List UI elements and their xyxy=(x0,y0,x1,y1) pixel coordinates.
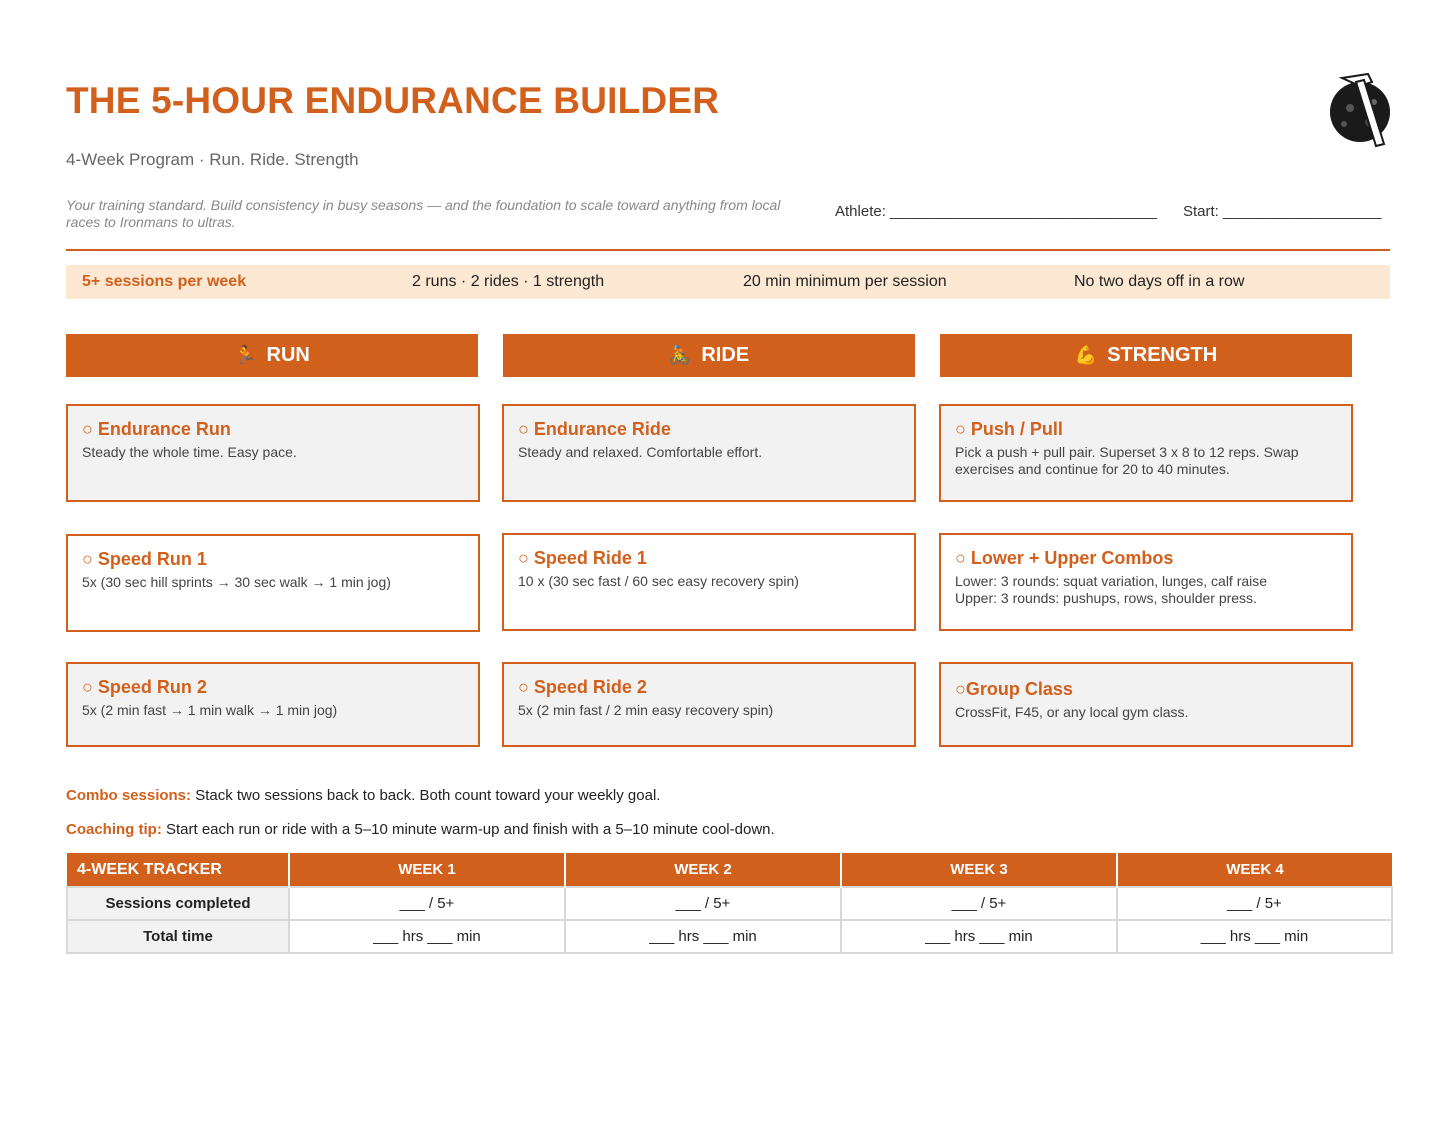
card-description: 5x (30 sec hill sprints → 30 sec walk → 1 min jog) xyxy=(82,574,391,590)
rule-mix: 2 runs · 2 rides · 1 strength xyxy=(412,273,605,290)
sessions-week-3-cell[interactable]: ___ / 5+ xyxy=(841,887,1117,920)
page-title: THE 5-HOUR ENDURANCE BUILDER xyxy=(66,80,720,121)
card-title: ○ Speed Run 2 xyxy=(82,677,207,697)
time-week-3-cell[interactable]: ___ hrs ___ min xyxy=(841,920,1117,953)
card-title: ○ Lower + Upper Combos xyxy=(955,548,1174,568)
tagline: Your training standard. Build consistency in busy seasons — and the foundation to scale toward anything from local races to Ironmans to ultras. xyxy=(66,197,781,230)
week-2-header: WEEK 2 xyxy=(565,853,841,887)
card-description: Pick a push + pull pair. Superset 3 x 8 to 12 reps. Swap exercises and continue for 20 to 40 minutes. xyxy=(955,444,1299,477)
table-row xyxy=(67,920,1392,953)
card-speed-run-2[interactable] xyxy=(66,662,480,747)
table-row xyxy=(67,887,1392,920)
week-3-header: WEEK 3 xyxy=(841,853,1117,887)
card-group-class[interactable] xyxy=(939,662,1353,747)
combo-sessions-note xyxy=(66,787,660,804)
athlete-field[interactable]: Athlete: ________________________________ xyxy=(835,203,1157,220)
strength-header-label: STRENGTH xyxy=(1107,344,1218,366)
card-description: 5x (2 min fast → 1 min walk → 1 min jog) xyxy=(82,702,338,718)
runner-icon: 🏃 xyxy=(234,345,257,365)
card-title: ○ Push / Pull xyxy=(955,419,1063,439)
card-title: ○Group Class xyxy=(955,679,1073,699)
card-title: ○ Speed Ride 1 xyxy=(518,548,647,568)
card-description: Steady the whole time. Easy pace. xyxy=(82,444,297,460)
card-push-pull[interactable] xyxy=(939,404,1353,502)
tracker-header-row xyxy=(67,853,1392,887)
rule-minimum: 20 min minimum per session xyxy=(743,273,947,290)
ride-header-label: RIDE xyxy=(701,344,750,366)
card-speed-ride-2[interactable] xyxy=(502,662,916,747)
strength-column-header xyxy=(940,334,1352,377)
card-title: ○ Speed Ride 2 xyxy=(518,677,647,697)
card-speed-ride-1[interactable] xyxy=(502,533,916,631)
weekly-rules-band xyxy=(66,265,1390,299)
sessions-week-2-cell[interactable]: ___ / 5+ xyxy=(565,887,841,920)
coaching-tip-note xyxy=(66,821,775,838)
sessions-week-4-cell[interactable]: ___ / 5+ xyxy=(1117,887,1392,920)
time-week-1-cell[interactable]: ___ hrs ___ min xyxy=(289,920,565,953)
card-description: CrossFit, F45, or any local gym class. xyxy=(955,704,1189,720)
card-title: ○ Endurance Run xyxy=(82,419,231,439)
row-label-sessions: Sessions completed xyxy=(67,887,289,920)
cyclist-icon: 🚴 xyxy=(668,345,692,365)
page-subtitle: 4-Week Program · Run. Ride. Strength xyxy=(66,150,359,169)
sessions-week-1-cell[interactable]: ___ / 5+ xyxy=(289,887,565,920)
card-speed-run-1[interactable] xyxy=(66,534,480,632)
card-lower-upper-combos[interactable] xyxy=(939,533,1353,631)
tip-text: Start each run or ride with a 5–10 minute warm-up and finish with a 5–10 minute cool-down. xyxy=(166,821,775,838)
card-description: Steady and relaxed. Comfortable effort. xyxy=(518,444,763,460)
rule-sessions: 5+ sessions per week xyxy=(82,273,247,290)
ride-column-header xyxy=(503,334,915,377)
tip-label: Coaching tip: xyxy=(66,821,162,838)
row-label-total-time: Total time xyxy=(67,920,289,953)
combo-label: Combo sessions: xyxy=(66,787,192,804)
run-header-label: RUN xyxy=(266,344,310,366)
run-column-header xyxy=(66,334,478,377)
start-field[interactable]: Start: ___________________ xyxy=(1183,203,1382,220)
card-description-lower: Lower: 3 rounds: squat variation, lunges, calf raise xyxy=(955,573,1268,589)
card-title: ○ Speed Run 1 xyxy=(82,549,207,569)
card-description: 5x (2 min fast / 2 min easy recovery spin) xyxy=(518,702,774,718)
time-week-2-cell[interactable]: ___ hrs ___ min xyxy=(565,920,841,953)
tracker-title: 4-WEEK TRACKER xyxy=(67,853,289,887)
rule-days-off: No two days off in a row xyxy=(1074,273,1245,290)
card-title: ○ Endurance Ride xyxy=(518,419,671,439)
combo-text: Stack two sessions back to back. Both count toward your weekly goal. xyxy=(195,787,661,804)
card-endurance-ride[interactable] xyxy=(502,404,916,502)
card-description: 10 x (30 sec fast / 60 sec easy recovery spin) xyxy=(518,573,799,589)
week-1-header: WEEK 1 xyxy=(289,853,565,887)
header-divider xyxy=(66,249,1390,251)
axe-logo-icon xyxy=(1320,68,1400,150)
time-week-4-cell[interactable]: ___ hrs ___ min xyxy=(1117,920,1392,953)
week-4-header: WEEK 4 xyxy=(1117,853,1392,887)
four-week-tracker-table xyxy=(66,853,1393,954)
card-endurance-run[interactable] xyxy=(66,404,480,502)
flexed-bicep-icon: 💪 xyxy=(1074,345,1098,365)
card-description-upper: Upper: 3 rounds: pushups, rows, shoulder press. xyxy=(955,590,1257,606)
